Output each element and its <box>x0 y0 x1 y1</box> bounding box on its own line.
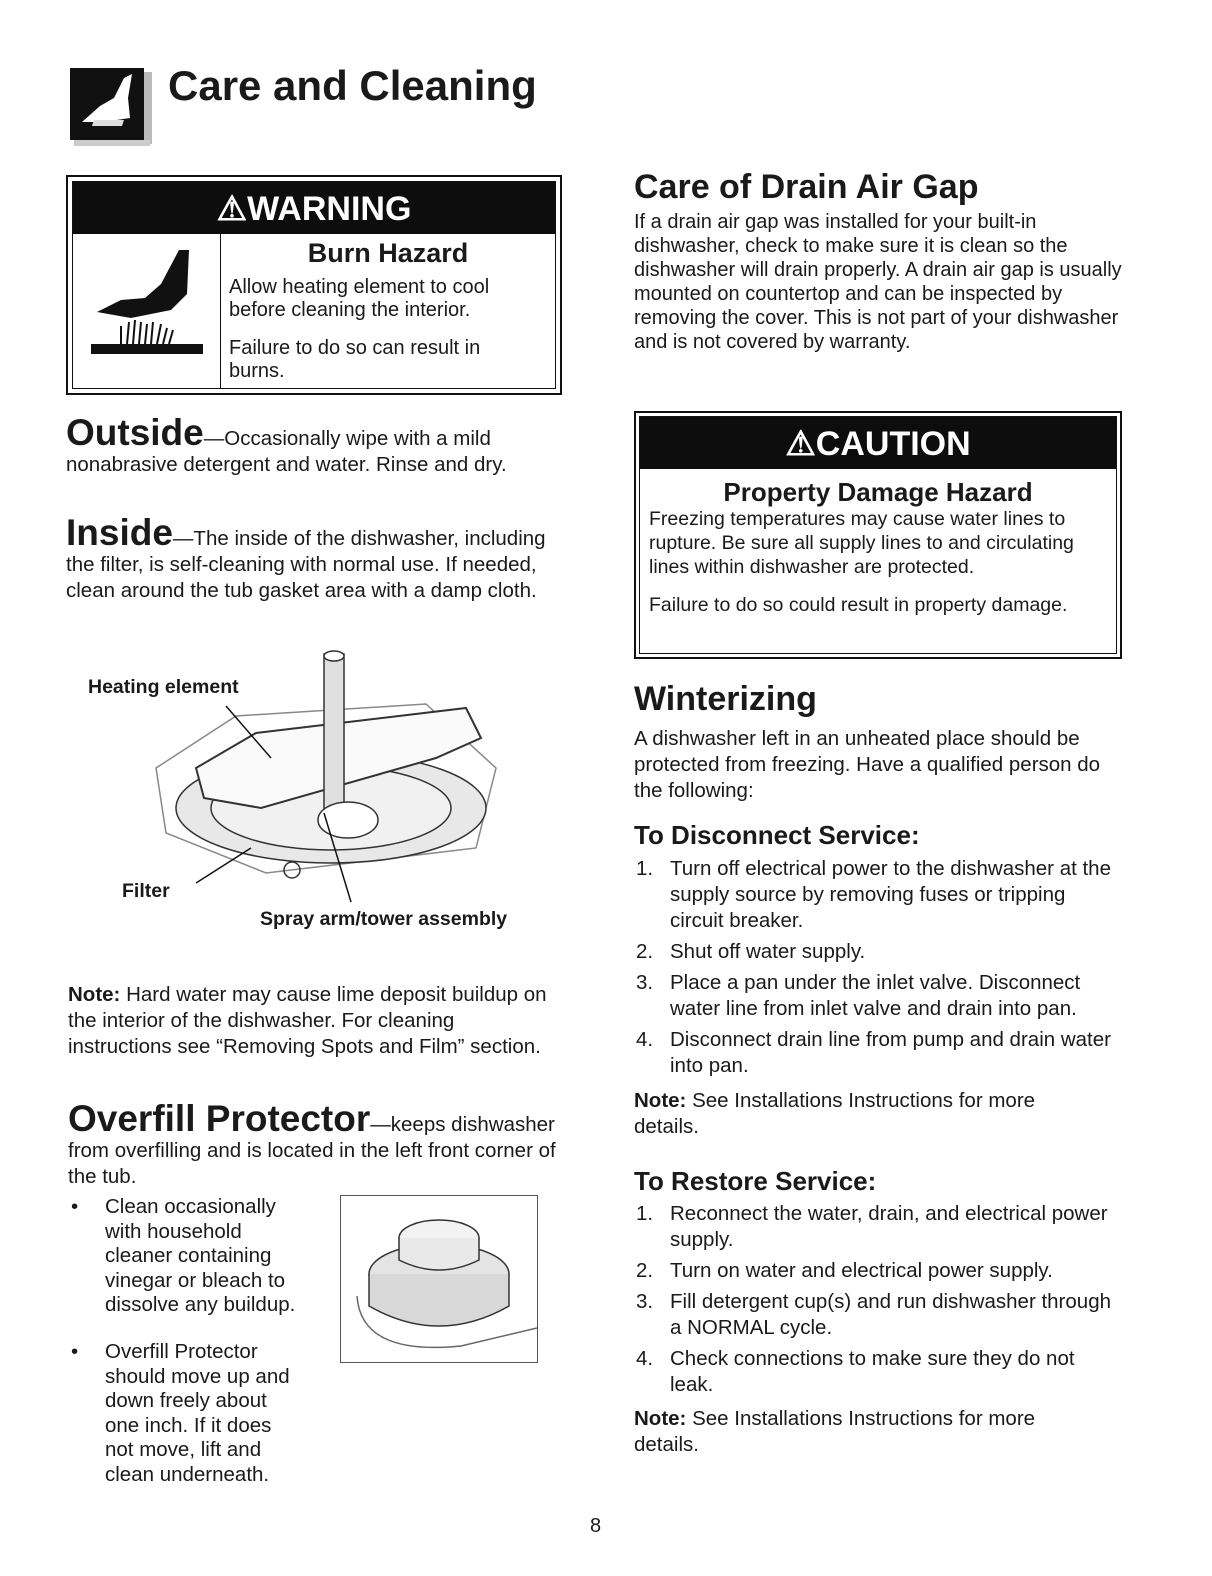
step-text: Check connections to make sure they do not leak. <box>670 1347 1075 1396</box>
disconnect-title: To Disconnect Service: <box>634 820 920 850</box>
warning-text-2: Failure to do so can result in burns. <box>229 337 481 382</box>
burn-hazard-icon <box>91 248 209 358</box>
spray-arm-diagram <box>86 648 556 938</box>
list-number: 4. <box>636 1028 654 1051</box>
winterizing-title: Winterizing <box>634 680 817 718</box>
step-text: Shut off water supply. <box>670 940 866 963</box>
bullet-dot: • <box>71 1340 79 1363</box>
step-text: Turn off electrical power to the dishwasher at the supply source by removing fuses or tripping circuit breaker. <box>670 857 1111 932</box>
bullet-text: Clean occasionally with household cleaner containing vinegar or bleach to dissolve any buildup. <box>105 1195 296 1316</box>
list-item <box>636 1346 1112 1398</box>
step-text: Reconnect the water, drain, and electrical power supply. <box>670 1202 1108 1251</box>
overfill-paragraph <box>68 1098 560 1190</box>
list-number: 2. <box>636 940 654 963</box>
list-number: 1. <box>636 857 654 880</box>
spray-arm-label: Spray arm/tower assembly <box>260 908 508 930</box>
caution-hazard-title: Property Damage Hazard <box>723 477 1033 507</box>
outside-paragraph <box>66 412 566 478</box>
warning-label: WARNING <box>247 190 412 228</box>
note-label: Note: <box>634 1407 687 1430</box>
caution-label: CAUTION <box>815 425 971 463</box>
restore-title: To Restore Service: <box>634 1166 877 1196</box>
inside-paragraph <box>66 512 556 604</box>
list-item <box>636 1289 1112 1341</box>
winterizing-text: A dishwasher left in an unheated place should be protected from freezing. Have a qualified person do the following: <box>634 727 1101 802</box>
step-text: Fill detergent cup(s) and run dishwasher through a NORMAL cycle. <box>670 1290 1111 1339</box>
caution-banner <box>640 417 1116 469</box>
list-number: 1. <box>636 1202 654 1225</box>
outside-title: Outside <box>66 412 204 453</box>
outside-text: —Occasionally wipe with a mild nonabrasive detergent and water. Rinse and dry. <box>66 427 507 476</box>
note-text: See Installations Instructions for more details. <box>634 1089 1036 1138</box>
list-item <box>636 970 1112 1022</box>
filter-label: Filter <box>122 880 170 902</box>
page-number: 8 <box>590 1515 602 1537</box>
warning-banner <box>73 182 555 234</box>
overfill-bullet-1 <box>71 1195 305 1318</box>
warning-text-1: Allow heating element to cool before cleaning the interior. <box>229 276 490 321</box>
step-text: Disconnect drain line from pump and drain water into pan. <box>670 1028 1111 1077</box>
bullet-dot: • <box>71 1195 79 1218</box>
list-item <box>636 856 1112 934</box>
list-number: 3. <box>636 1290 654 1313</box>
warning-hazard-title: Burn Hazard <box>307 238 469 268</box>
warning-triangle-icon: ⚠ <box>216 190 248 228</box>
overfill-title: Overfill Protector <box>68 1098 371 1139</box>
note-label: Note: <box>68 983 121 1006</box>
heating-element-label: Heating element <box>88 676 239 698</box>
hard-water-note <box>68 982 558 1060</box>
caution-box <box>634 411 1122 659</box>
warning-triangle-icon: ⚠ <box>785 425 816 463</box>
restore-note <box>634 1406 1104 1458</box>
caution-text-2: Failure to do so could result in property damage. <box>649 594 1068 616</box>
restore-steps <box>636 1201 1112 1403</box>
step-text: Turn on water and electrical power supply. <box>670 1259 1053 1282</box>
hand-cleaning-icon <box>70 68 154 148</box>
list-item <box>636 1027 1112 1079</box>
page-title: Care and Cleaning <box>168 62 537 109</box>
note-text: See Installations Instructions for more details. <box>634 1407 1036 1456</box>
drain-air-gap-text: If a drain air gap was installed for your built-in dishwasher, check to make sure it is clean so the dishwasher will drain properly. A drain air gap is usually mounted on countertop and can be inspected by removing the cover. This is not part of your dishwasher and is not covered by warranty. <box>634 211 1122 353</box>
list-item <box>636 939 1112 965</box>
list-number: 4. <box>636 1347 654 1370</box>
bullet-text: Overfill Protector should move up and down freely about one inch. If it does not move, lift and clean underneath. <box>105 1340 290 1486</box>
drain-air-gap-title: Care of Drain Air Gap <box>634 168 979 206</box>
caution-text-1: Freezing temperatures may cause water lines to rupture. Be sure all supply lines to and circulating lines within dishwasher are protected. <box>649 508 1074 578</box>
list-item <box>636 1258 1112 1284</box>
disconnect-note <box>634 1088 1104 1140</box>
inside-text: —The inside of the dishwasher, including the filter, is self-cleaning with normal use. If needed, clean around the tub gasket area with a damp cloth. <box>66 527 546 602</box>
disconnect-steps <box>636 856 1112 1084</box>
overfill-text: —keeps dishwasher from overfilling and is located in the left front corner of the tub. <box>68 1113 556 1188</box>
inside-title: Inside <box>66 512 173 553</box>
note-label: Note: <box>634 1089 687 1112</box>
note-text: Hard water may cause lime deposit buildup on the interior of the dishwasher. For cleaning instructions see “Removing Spots and Film” section. <box>68 983 547 1058</box>
warning-box <box>66 175 562 395</box>
list-number: 3. <box>636 971 654 994</box>
list-number: 2. <box>636 1259 654 1282</box>
step-text: Place a pan under the inlet valve. Disconnect water line from inlet valve and drain into pan. <box>670 971 1081 1020</box>
overfill-protector-illustration <box>340 1195 538 1363</box>
list-item <box>636 1201 1112 1253</box>
